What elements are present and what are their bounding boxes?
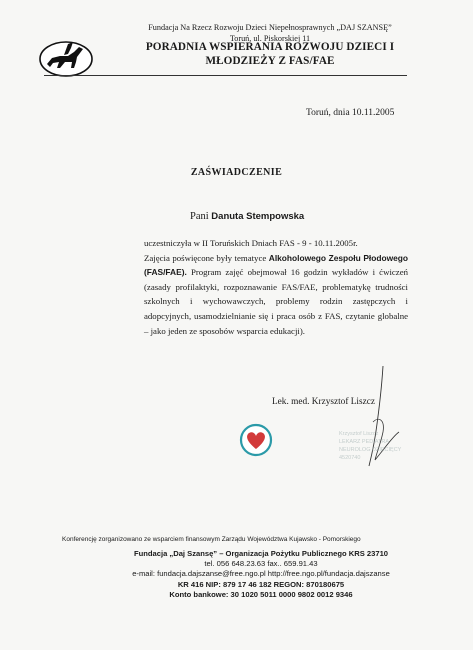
- doctor-stamp: [339, 430, 439, 470]
- org-address: Toruń, ul. Piskorskiej 11: [229, 34, 311, 43]
- body-topic: Alkoholowego Zespołu Płodowego (FAS/FAE).: [144, 252, 408, 278]
- footer-org: Fundacja „Daj Szansę” – Organizacja Pożytku Publicznego KRS 23710: [133, 549, 389, 558]
- body-line1: uczestniczyła w II Toruńskich Dniach FAS - 9 - 10.11.2005r.: [144, 238, 358, 248]
- recipient-salutation: Pani: [190, 211, 209, 222]
- footer-phone: tel. 056 648.23.63 fax.. 659.91.43: [204, 559, 318, 569]
- stamp-line1: Krzysztof Liszcz: [339, 431, 379, 437]
- pegasus-logo-icon: [38, 38, 94, 78]
- footer-bank-account: Konto bankowe: 30 1020 5011 0000 9802 0012 9346: [169, 589, 353, 599]
- org-name: Fundacja Na Rzecz Rozwoju Dzieci Niepełnosprawnych „DAJ SZANSĘ”: [148, 23, 392, 32]
- recipient-line: [190, 211, 304, 222]
- letterhead-divider: [44, 75, 407, 76]
- document-title: ZAŚWIADCZENIE: [190, 167, 283, 178]
- signatory-name: Lek. med. Krzysztof Liszcz: [272, 397, 375, 407]
- body-paragraph: [144, 251, 408, 339]
- stamp-line2: LEKARZ PEDIATRA: [339, 439, 390, 445]
- body-paragraph-start: Zajęcia poświęcone były tematyce: [144, 252, 269, 263]
- footer: [96, 549, 426, 600]
- document-body: [144, 236, 408, 338]
- footer-registration: KR 416 NIP: 879 17 46 182 REGON: 870180675: [177, 579, 345, 589]
- stamp-line3: NEUROLOG DZIECIĘCY: [339, 447, 402, 453]
- letterhead-title-line2: MŁODZIEŻY Z FAS/FAE: [205, 55, 335, 67]
- stamp-line4: 4520740: [339, 455, 361, 461]
- letterhead-title-line1: PORADNIA WSPIERANIA ROZWOJU DZIECI I: [145, 41, 395, 53]
- document-date: Toruń, dnia 10.11.2005: [306, 108, 395, 118]
- heart-emblem-icon: [239, 423, 273, 457]
- recipient-name: Danuta Stempowska: [211, 211, 305, 222]
- conference-note: Konferencję zorganizowano ze wsparciem finansowym Zarządu Województwa Kujawsko - Pomorskiego: [62, 536, 361, 543]
- letterhead-title: [110, 40, 430, 68]
- footer-contact: e-mail: fundacja.dajszanse@free.ngo.pl http://free.ngo.pl/fundacja.dajszanse: [132, 569, 390, 579]
- body-paragraph-rest: Program zajęć obejmował 16 godzin wykładów i ćwiczeń (zasady profilaktyki, rozpoznawanie FAS/FAE, problematykę trudności szkolnych i wychowawczych, problemy rodzin zastępczych i adopcyjnych, usamodzielnianie się i praca osób z FAS, czytanie globalne – jako jeden ze sposobów wsparcia edukacji).: [144, 267, 408, 336]
